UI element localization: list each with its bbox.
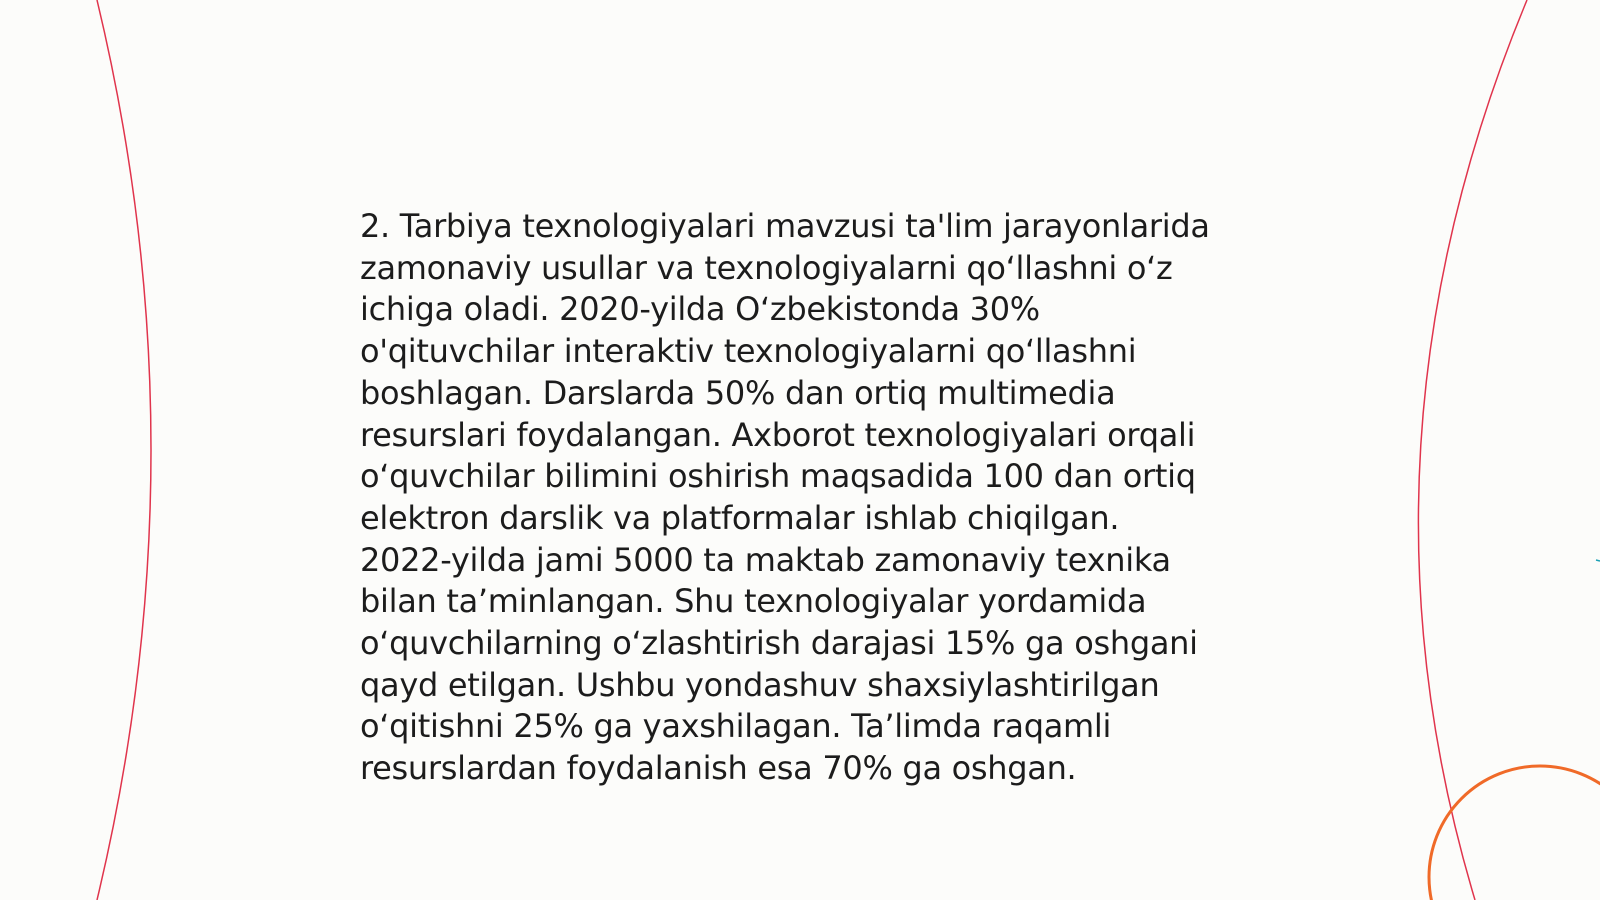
body-line: ichiga oladi. 2020-yilda O‘zbekistonda 30% (360, 290, 1040, 329)
body-line: o'qituvchilar interaktiv texnologiyalarni qo‘llashni (360, 332, 1137, 371)
body-line: resurslardan foydalanish esa 70% ga oshgan. (360, 749, 1077, 788)
body-paragraph (360, 206, 1240, 790)
body-line: zamonaviy usullar va texnologiyalarni qo‘llashni o‘z (360, 248, 1173, 287)
body-line: 2022-yilda jami 5000 ta maktab zamonaviy texnika (360, 540, 1171, 579)
body-line: elektron darslik va platformalar ishlab chiqilgan. (360, 498, 1120, 537)
body-line: bilan ta’minlangan. Shu texnologiyalar yordamida (360, 582, 1147, 621)
left-arc (97, 0, 151, 900)
body-line: 2. Tarbiya texnologiyalari mavzusi ta'lim jarayonlarida (360, 207, 1210, 245)
body-line: qayd etilgan. Ushbu yondashuv shaxsiylashtirilgan (360, 665, 1160, 704)
body-line: boshlagan. Darslarda 50% dan ortiq multimedia (360, 373, 1116, 412)
body-line: o‘qitishni 25% ga yaxshilagan. Ta’limda raqamli (360, 707, 1112, 746)
right-arc (1418, 0, 1527, 900)
teal-accent (1596, 560, 1600, 561)
orange-circle (1429, 766, 1600, 900)
body-line: o‘quvchilarning o‘zlashtirish darajasi 15% ga oshgani (360, 624, 1198, 663)
body-line: resurslari foydalangan. Axborot texnologiyalari orqali (360, 415, 1196, 454)
body-line: o‘quvchilar bilimini oshirish maqsadida 100 dan ortiq (360, 457, 1196, 496)
